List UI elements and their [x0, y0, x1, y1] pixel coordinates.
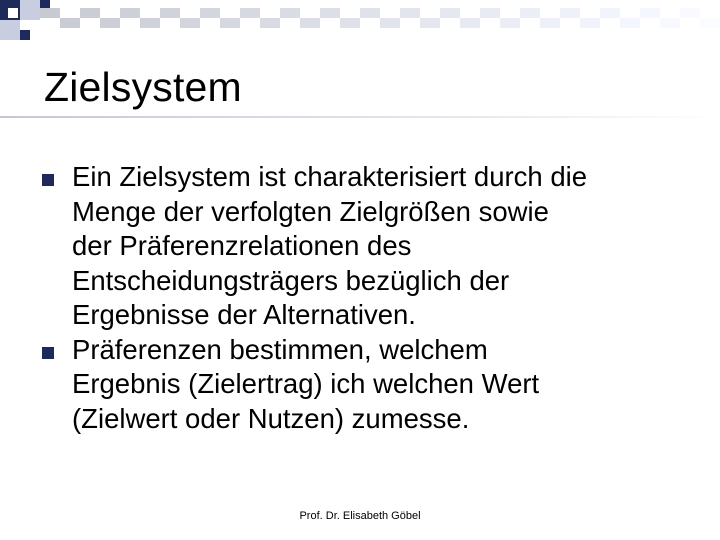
- deco-strip-cell: [600, 8, 620, 28]
- slide-title: Zielsystem: [44, 64, 242, 110]
- deco-strip-cell: [40, 8, 60, 28]
- deco-strip-cell: [320, 8, 340, 28]
- bullet-list: [42, 160, 692, 436]
- deco-strip-cell: [180, 8, 200, 28]
- bullet-line: Präferenzen bestimmen, welchem: [72, 333, 488, 365]
- bullet-line: (Zielwert oder Nutzen) zumesse.: [72, 402, 470, 434]
- deco-strip-cell: [140, 8, 160, 28]
- deco-strip-cell: [60, 8, 80, 28]
- deco-strip-cell: [400, 8, 420, 28]
- deco-strip-cell: [540, 8, 560, 28]
- deco-strip-cell: [640, 8, 660, 28]
- deco-strip-cell: [200, 8, 220, 28]
- deco-strip-cell: [280, 8, 300, 28]
- bullet-line: Ein Zielsystem ist charakterisiert durch die: [72, 161, 588, 192]
- deco-strip-cell: [240, 8, 260, 28]
- bullet-line: Menge der verfolgten Zielgrößen sowie: [72, 195, 549, 227]
- deco-strip-cell: [440, 8, 460, 28]
- deco-strip-cell: [120, 8, 140, 28]
- deco-strip-cell: [560, 8, 580, 28]
- bullet-line: Ergebnisse der Alternativen.: [72, 299, 416, 330]
- deco-strip-cell: [700, 8, 720, 28]
- deco-strip-cell: [420, 8, 440, 28]
- title-divider: [0, 116, 720, 118]
- deco-strip-cell: [160, 8, 180, 28]
- deco-strip-cell: [220, 8, 240, 28]
- deco-strip-cell: [360, 8, 380, 28]
- deco-strip-cell: [100, 8, 120, 28]
- bullet-item: [42, 160, 692, 333]
- deco-strip-cell: [80, 8, 100, 28]
- deco-strip-cell: [520, 8, 540, 28]
- deco-square-small: [20, 30, 30, 40]
- bullet-line: Entscheidungsträgers bezüglich der: [72, 264, 510, 296]
- deco-strip-cell: [680, 8, 700, 28]
- bullet-item: [42, 333, 692, 437]
- deco-strip-cell: [340, 8, 360, 28]
- square-bullet-icon: [42, 174, 54, 186]
- deco-strip-cell: [460, 8, 480, 28]
- bullet-line: der Präferenzrelationen des: [72, 230, 412, 261]
- deco-strip-cell: [380, 8, 400, 28]
- bullet-line: Ergebnis (Zielertrag) ich welchen Wert: [72, 368, 540, 399]
- square-bullet-icon: [42, 347, 54, 359]
- deco-strip-cell: [260, 8, 280, 28]
- deco-square-inner: [8, 8, 18, 18]
- deco-strip-cell: [660, 8, 680, 28]
- deco-strip-cell: [480, 8, 500, 28]
- deco-strip-cell: [620, 8, 640, 28]
- footer-author: Prof. Dr. Elisabeth Göbel: [299, 510, 421, 522]
- deco-square-light: [0, 20, 20, 40]
- deco-strip-cell: [500, 8, 520, 28]
- deco-strip-cell: [580, 8, 600, 28]
- deco-square-light: [20, 0, 40, 20]
- deco-strip-cell: [300, 8, 320, 28]
- header-decoration: [0, 0, 720, 40]
- deco-checker-strip: [40, 8, 720, 28]
